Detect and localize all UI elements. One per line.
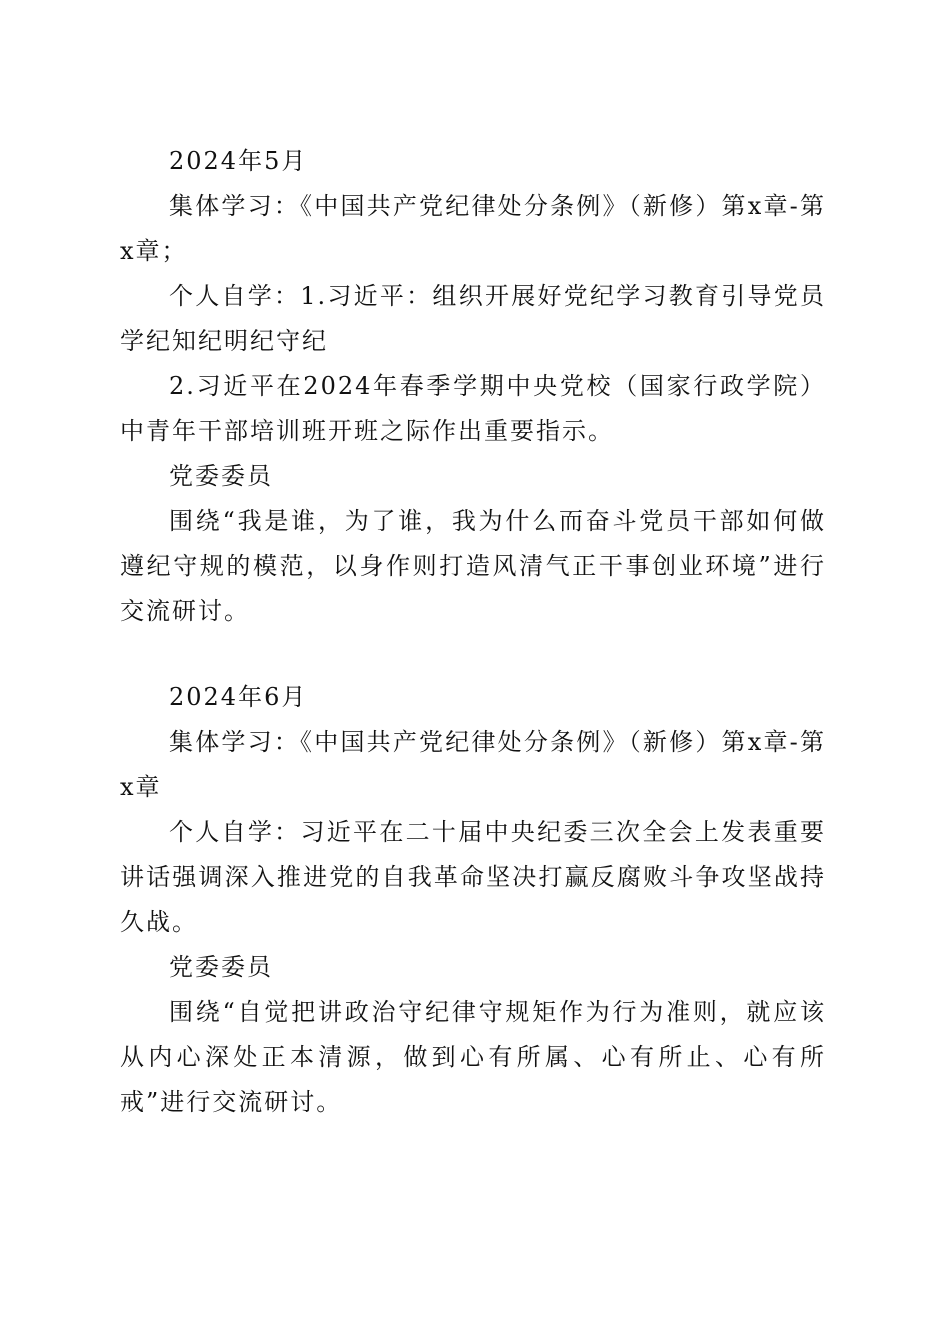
discussion-paragraph: 围绕“我是谁，为了谁，我为什么而奋斗党员干部如何做遵纪守规的模范，以身作则打造风清气正干事创业环境”进行交流研讨。: [120, 507, 826, 625]
self-study-paragraph-2: 2.习近平在2024年春季学期中央党校（国家行政学院）中青年干部培训班开班之际作出重要指示。: [120, 372, 826, 445]
group-study-paragraph: 集体学习：《中国共产党纪律处分条例》（新修）第x章-第x章；: [120, 192, 826, 265]
self-study-paragraph: 个人自学：习近平在二十届中央纪委三次全会上发表重要讲话强调深入推进党的自我革命坚决打赢反腐败斗争攻坚战持久战。: [120, 818, 826, 936]
study-plan-may: [120, 139, 826, 634]
self-study-paragraph: 个人自学：1.习近平：组织开展好党纪学习教育引导党员学纪知纪明纪守纪: [120, 282, 826, 355]
committee-label: 党委委员: [169, 953, 273, 981]
study-plan-june: [120, 675, 826, 1125]
month-heading: 2024年5月: [169, 147, 308, 175]
group-study-paragraph: 集体学习：《中国共产党纪律处分条例》（新修）第x章-第x章: [120, 728, 826, 801]
committee-label: 党委委员: [169, 462, 273, 490]
discussion-paragraph: 围绕“自觉把讲政治守纪律守规矩作为行为准则，就应该从内心深处正本清源，做到心有所属、心有所止、心有所戒”进行交流研讨。: [120, 998, 826, 1116]
month-heading: 2024年6月: [169, 683, 308, 711]
